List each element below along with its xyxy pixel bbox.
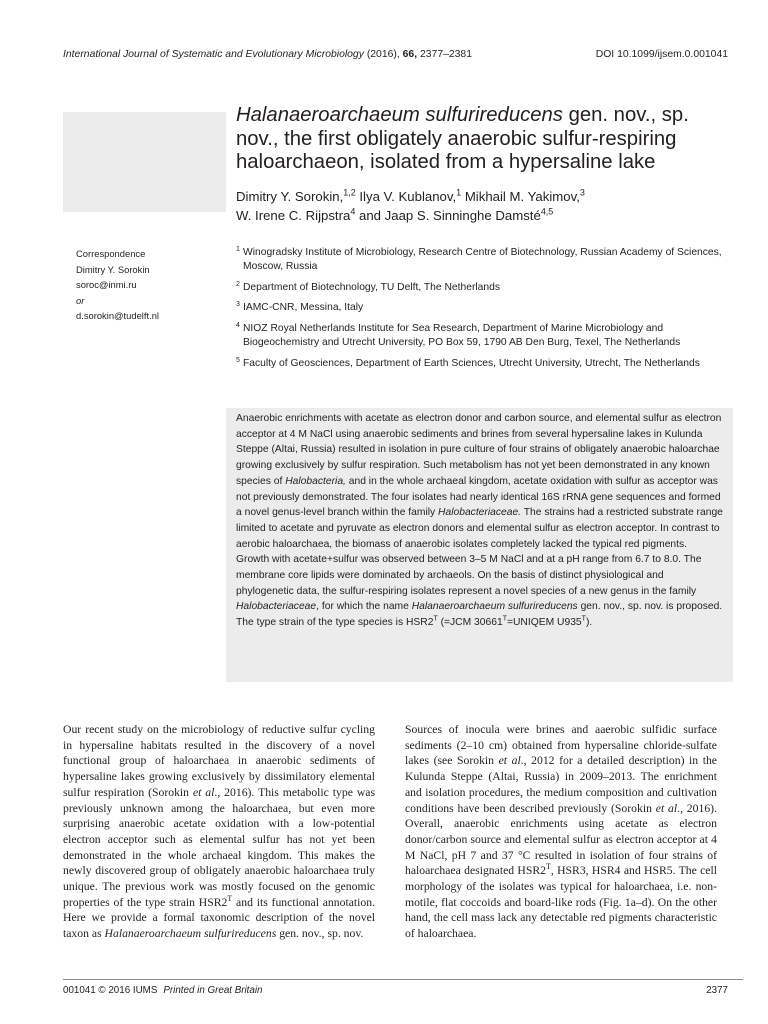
author-affiliation-ref: 4,5 (540, 206, 554, 217)
journal-volume: 66, (402, 49, 418, 60)
abstract-segment: and in the whole archaeal kingdom, acetate oxidation with sulfur as acceptor was not previously demonstrated. The four isolates had nearly identical 16S rRNA gene sequences and formed a novel genus-level branch within the family (236, 475, 721, 519)
journal-year: (2016), (366, 49, 400, 60)
affiliation-text: IAMC-CNR, Messina, Italy (243, 302, 364, 314)
type-strain-mark: T (581, 615, 586, 623)
author-affiliation-ref: 3 (579, 187, 585, 198)
affiliation-item (236, 246, 726, 274)
affiliation-item (236, 301, 726, 315)
body-column-left (63, 722, 375, 942)
body-segment: Our recent study on the microbiology of reductive sulfur cycling in hypersaline habitats resulted in the discovery of a novel functional group of haloarchaea in anaerobic sediments of hypersaline lakes growing exclusively by dissimilatory elemental sulfur respiration (Sorokin (63, 723, 375, 799)
abstract-text (236, 411, 723, 631)
correspondence-label: Correspondence (76, 248, 146, 259)
body-segment: ., 2016). This metabolic type was previously unknown among the haloarchaea, but even more surprising anaerobic acetate oxidation with a low-potential electron acceptor such as elemental sulfur has not yet been demonstrated in the whole archaeal kingdom. This makes the newly discovered group of obligately anaerobic haloarchaea truly unique. The previous work was mostly focused on the genomic properties of the type strain HSR2 (63, 785, 375, 909)
correspondence-email-1[interactable]: soroc@inmi.ru (76, 279, 137, 290)
side-panel-shading (63, 112, 226, 212)
author-name: W. Irene C. Rijpstra (236, 207, 351, 223)
footer-left (63, 985, 262, 996)
body-italic: et al (498, 754, 521, 768)
affiliation-text: Faculty of Geosciences, Department of Earth Sciences, Utrecht University, Utrecht, The Netherlands (243, 357, 700, 369)
correspondence-or: or (76, 294, 85, 306)
type-strain-mark: T (546, 862, 551, 872)
abstract-taxon: Halobacteriaceae (236, 601, 317, 613)
abstract-segment: The strains had a restricted substrate range limited to acetate and pyruvate as electron donors and elemental sulfur as electron acceptor. In contrast to aerobic haloarchaea, the biomass of anaerobic isolates completely lacked the typical red pigments. Growth with acetate+sulfur was observed between 3–5 M NaCl and at a pH range from 6.7 to 8.0. The membrane core lipids were dominated by archaeols. On the basis of distinct physiological and phylogenetic data, the sulfur-respiring isolates represent a novel species of a new genus in the family (236, 507, 723, 597)
abstract-taxon: Halobacteriaceae. (438, 507, 522, 519)
running-header-journal (63, 49, 472, 60)
affiliation-number: 1 (236, 246, 240, 253)
correspondence-name: Dimitry Y. Sorokin (76, 263, 150, 275)
affiliation-item (236, 322, 726, 350)
body-column-right (405, 722, 717, 942)
affiliation-text: Winogradsky Institute of Microbiology, Research Centre of Biotechnology, Russian Academy of Sciences, Moscow, Russia (243, 247, 722, 272)
footer-printed: Printed in Great Britain (163, 985, 263, 996)
affiliation-text: NIOZ Royal Netherlands Institute for Sea Research, Department of Marine Microbiology and Biogeochemistry and Utrecht University, PO Box 59, 1790 AB Den Burg, Texel, The Netherlands (243, 323, 681, 348)
correspondence-block (76, 246, 226, 324)
abstract-segment: (=JCM 30661 (437, 617, 503, 629)
doi[interactable]: DOI 10.1099/ijsem.0.001041 (595, 49, 728, 60)
body-segment: ., 2016). Overall, anaerobic enrichments using acetate as electron donor/carbon source and elemental sulfur as electron acceptor at 4 M NaCl, pH 7 and 37 °C resulted in isolation of four strains of haloarchaea designated HSR2 (405, 801, 717, 878)
abstract-segment: , for which the name (316, 601, 412, 613)
abstract-segment: ). (585, 617, 593, 629)
journal-pages: 2377–2381 (419, 49, 472, 60)
affiliation-number: 2 (236, 280, 240, 288)
abstract-segment: =UNIQEM U935 (506, 617, 582, 629)
affiliation-item (236, 357, 726, 371)
title-rest: gen. nov., sp. nov., the first obligately anaerobic sulfur-respiring haloarchaeon, isolated from a hypersaline lake (236, 104, 689, 173)
body-italic: Halanaeroarchaeum sulfurireducens (104, 927, 277, 941)
author-name: Ilya V. Kublanov, (355, 189, 457, 204)
author-name: and Jaap S. Sinninghe Damsté (355, 207, 541, 223)
body-segment: ., 2012 for a detailed description) in the Kulunda Steppe (Altai, Russia) in 2009–2013. The enrichment and isolation procedures, the medium composition and cultivation conditions have been described previously (Sorokin (405, 754, 717, 815)
author-affiliation-ref: 1,2 (343, 187, 356, 198)
author-name: Dimitry Y. Sorokin, (236, 189, 344, 204)
article-title (236, 104, 736, 175)
title-taxon-name: Halanaeroarchaeum sulfurireducens (236, 104, 563, 126)
type-strain-mark: T (433, 615, 438, 623)
type-strain-mark: T (227, 893, 233, 903)
affiliation-number: 5 (236, 356, 240, 364)
affiliation-item (236, 281, 726, 295)
author-affiliation-ref: 1 (456, 187, 462, 198)
affiliation-number: 4 (236, 322, 240, 330)
abstract-box (226, 408, 733, 682)
abstract-taxon: Halobacteria, (285, 475, 346, 487)
body-segment: and its functional annotation. Here we provide a formal taxonomic description of the novel taxon as (63, 895, 375, 941)
affiliation-list (236, 246, 726, 378)
body-italic: et al (655, 801, 678, 815)
body-italic: et al (192, 785, 215, 799)
author-affiliation-ref: 4 (350, 206, 356, 217)
affiliation-number: 3 (236, 301, 240, 309)
page-number: 2377 (706, 985, 728, 996)
abstract-segment: gen. nov., sp. nov. is proposed. The type strain of the type species is HSR2 (236, 601, 723, 629)
body-segment: Sources of inocula were brines and aaerobic sulfidic surface sediments (2–10 cm) obtained from hypersaline chloride-sulfate lakes (see Sorokin (405, 723, 717, 768)
type-strain-mark: T (502, 615, 507, 623)
footer-copyright: 001041 © 2016 IUMS (63, 985, 158, 996)
footer-rule (63, 979, 743, 980)
abstract-taxon: Halanaeroarchaeum sulfurireducens (411, 601, 578, 613)
correspondence-email-2[interactable]: d.sorokin@tudelft.nl (76, 310, 159, 321)
journal-name: International Journal of Systematic and Evolutionary Microbiology (63, 49, 364, 60)
body-segment: , HSR3, HSR4 and HSR5. The cell morphology of the isolates was typical for haloarchaea, i.e. non-motile, flat coccoids and board-like rods (Fig. 1a–d). On the other hand, the cell mass lack any detectable red pigments characteristic of haloarchaea. (405, 864, 717, 941)
author-name: Mikhail M. Yakimov, (461, 189, 580, 204)
body-segment: gen. nov., sp. nov. (276, 927, 364, 941)
abstract-segment: Anaerobic enrichments with acetate as electron donor and carbon source, and elemental sulfur as electron acceptor at 4 M NaCl using anaerobic sediments and brines from several hypersaline lakes in Kulunda Steppe (Altai, Russia) resulted in isolation in pure culture of four strains of obligately anaerobic haloarchae growing exclusively by sulfur respiration. Such metabolism has not yet been demonstrated in any known species of (236, 413, 722, 487)
author-list (236, 188, 736, 225)
affiliation-text: Department of Biotechnology, TU Delft, The Netherlands (243, 281, 500, 293)
